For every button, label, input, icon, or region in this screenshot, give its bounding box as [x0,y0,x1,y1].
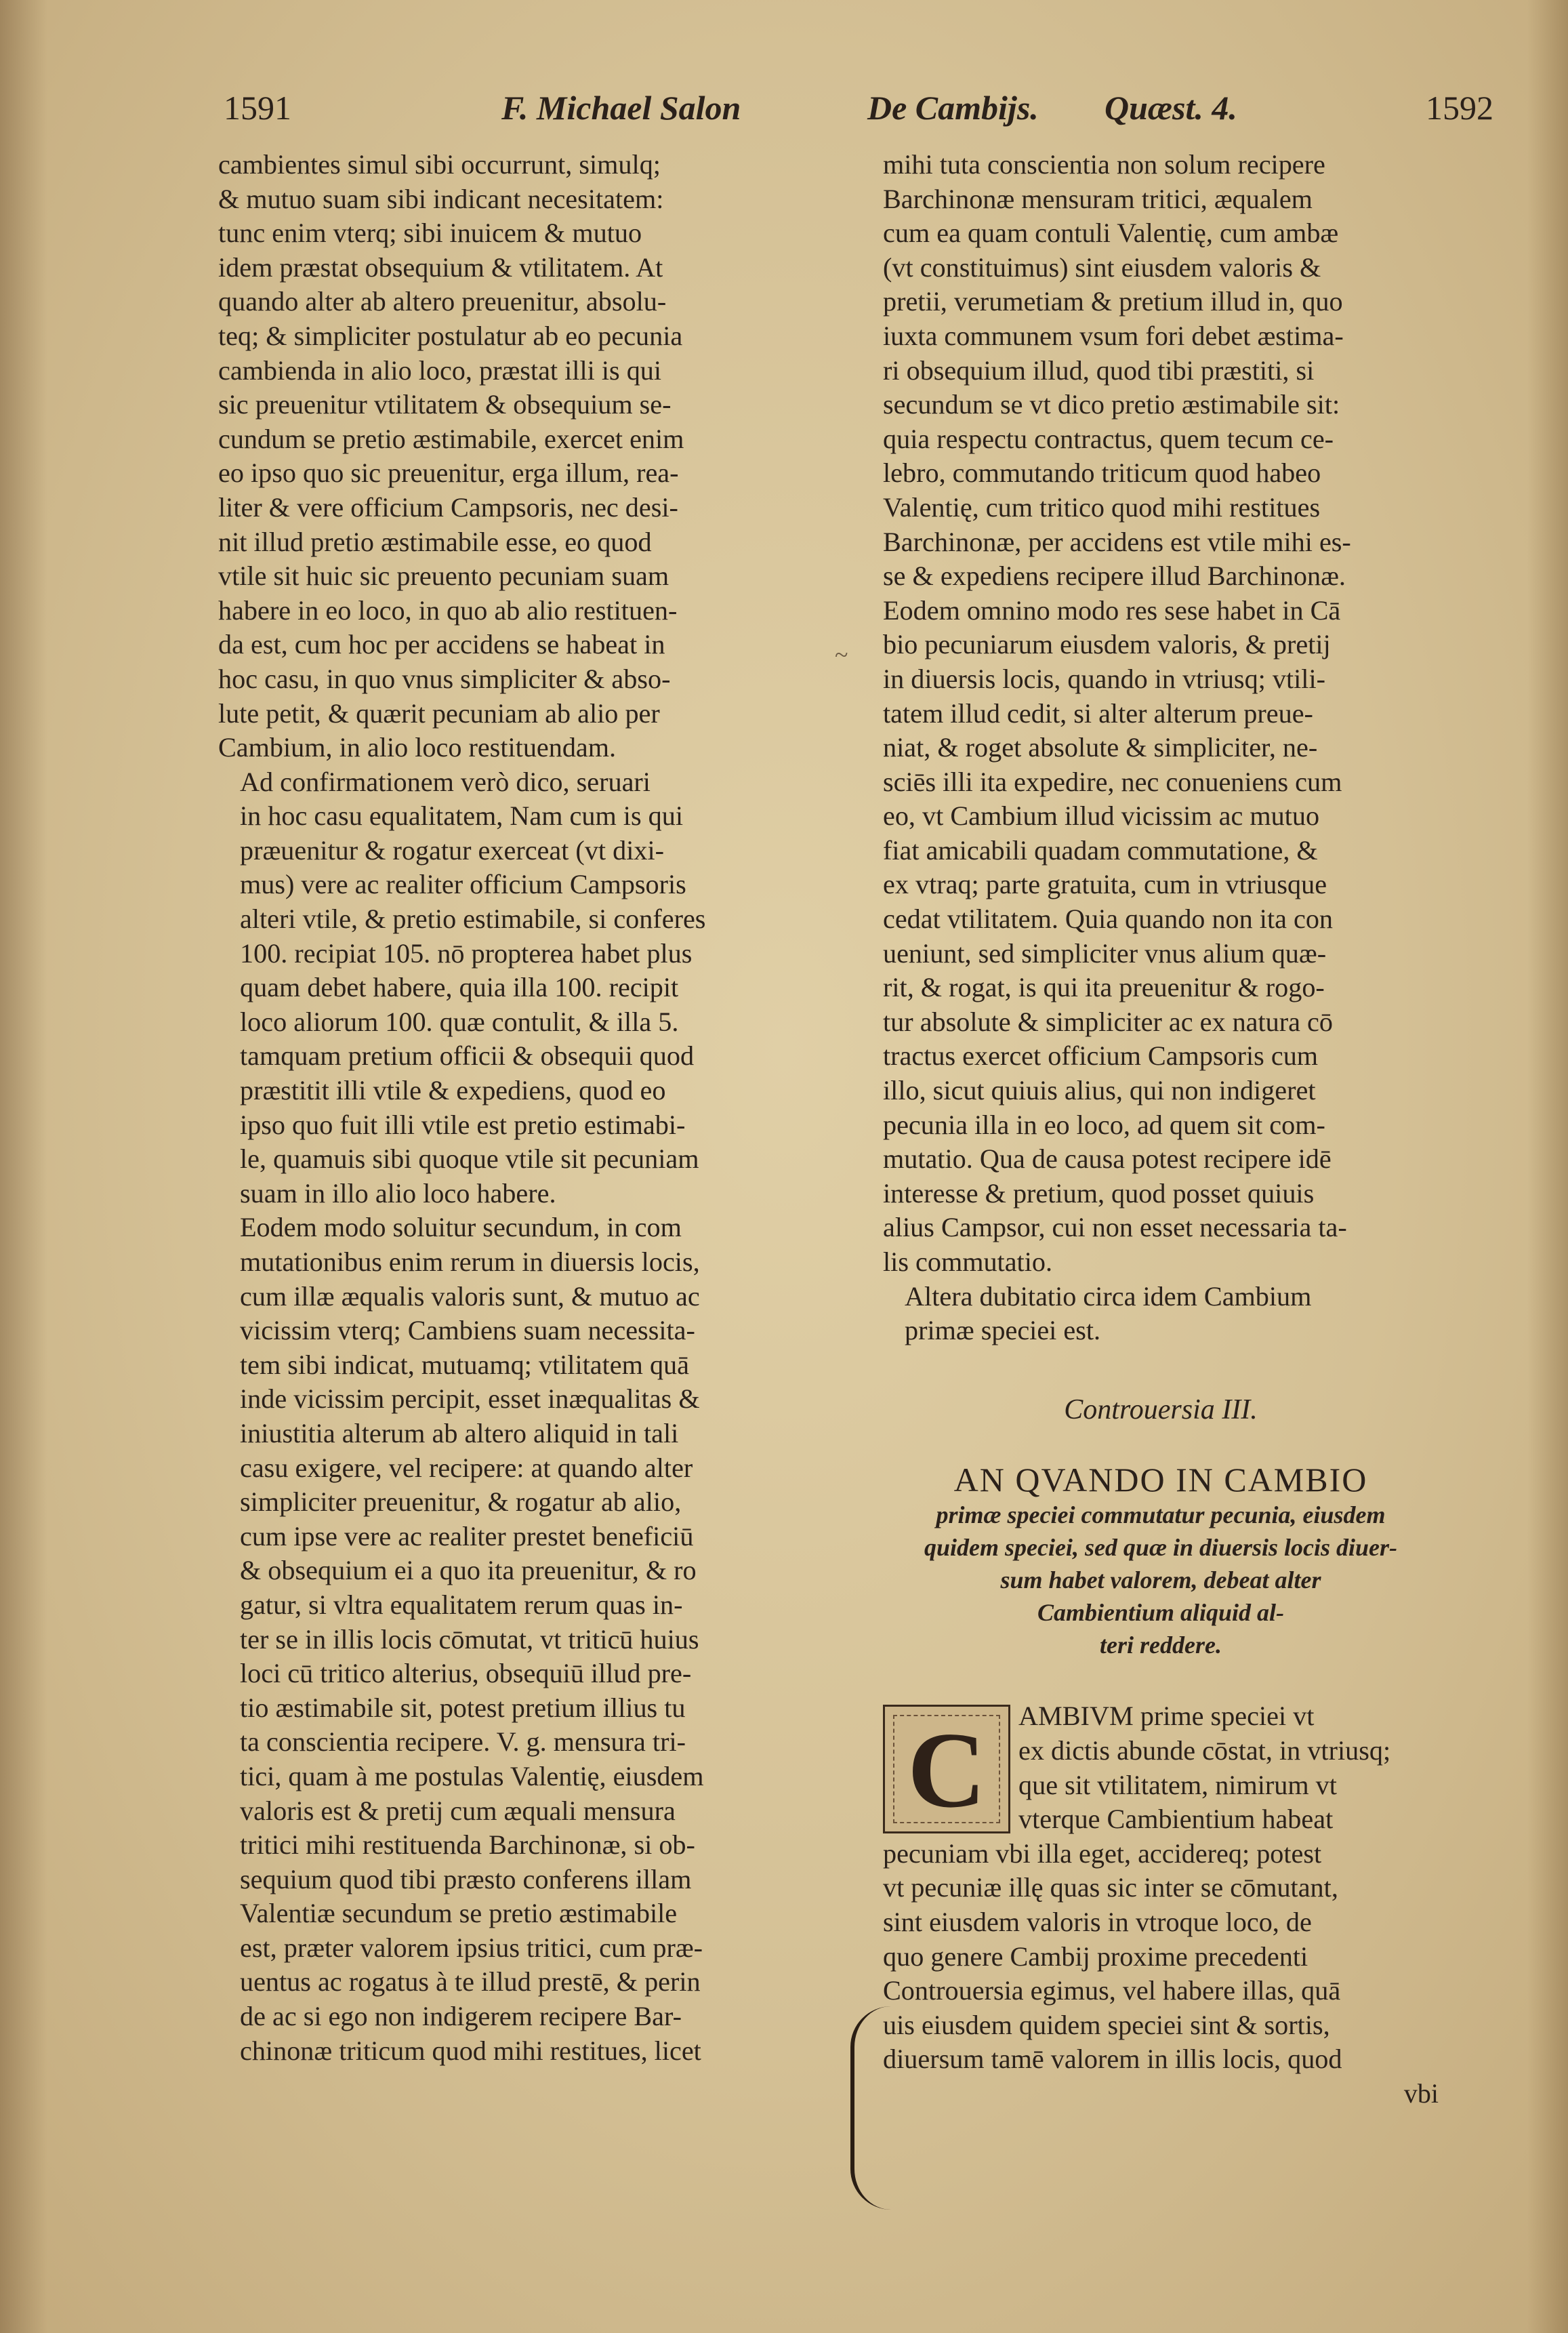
catchword: vbi [1403,2077,1439,2109]
text-line: cum illæ æqualis valoris sunt, & mutuo ac [240,1280,700,1312]
text-line: quo genere Cambij proxime precedenti [883,1941,1308,1972]
text-line: eo ipso quo sic preuenitur, erga illum, rea- [218,458,679,489]
gutter-bracket [850,2006,895,2210]
text-line: tamquam pretium officii & obsequii quod [240,1040,695,1072]
text-line: mutatio. Qua de causa potest recipere idē [883,1143,1332,1175]
text-line: uis eiusdem quidem speciei sint & sortis, [883,2009,1330,2040]
text-line: alius Campsor, cui non esset necessaria ta- [883,1212,1347,1243]
text-line: liter & vere officium Campsoris, nec desi- [218,491,678,523]
running-head-work: De Cambijs. [867,89,1039,127]
text-line: uentus ac rogatus à te illud prestē, & perin [240,1966,701,1997]
text-line: quidem speciei, sed quæ in diuersis locis diuer- [924,1534,1397,1562]
text-line: ueniunt, sed simpliciter vnus alium quæ- [883,937,1327,969]
text-line: Valentię, cum tritico quod mihi restitues [883,491,1321,523]
text-line: in diuersis locis, quando in vtriusq; vtili- [883,663,1326,694]
right-column [883,148,1439,2111]
text-line: tio æstimabile sit, potest pretium illius tu [240,1692,686,1723]
paragraph [218,765,875,1211]
text-line: tur absolute & simpliciter ac ex natura cō [883,1006,1333,1037]
text-line: cambientes simul sibi occurrunt, simulq; [218,149,661,180]
paragraph [218,148,875,765]
decorated-initial [883,1705,1010,1833]
text-line: secundum se vt dico pretio æstimabile sit: [883,389,1340,420]
text-line: ex dictis abunde cōstat, in vtriusq; [1018,1734,1391,1766]
paragraph [218,1211,875,2068]
text-line: habere in eo loco, in quo ab alio restituen- [218,594,678,626]
text-line: Controuersia egimus, vel habere illas, quā [883,1975,1341,2006]
text-line: fiat amicabili quadam commutatione, & [883,834,1318,866]
left-column [218,148,875,2068]
text-line: cundum se pretio æstimabile, exercet enim [218,423,684,454]
text-line: Eodem modo soluitur secundum, in com [240,1212,682,1243]
text-line: ter se in illis locis cōmutat, vt triticū huius [240,1623,699,1655]
text-line: niat, & roget absolute & simpliciter, ne- [883,732,1318,763]
paragraph [883,148,1439,1280]
gutter-shadow [0,0,47,2333]
text-line: idem præstat obsequium & vtilitatem. At [218,251,663,283]
text-line: de ac si ego non indigerem recipere Bar- [240,2001,682,2032]
text-line: cedat vtilitatem. Quia quando non ita con [883,904,1334,935]
text-line: mihi tuta conscientia non solum recipere [883,149,1325,180]
text-line: primæ speciei commutatur pecunia, eiusdem [936,1501,1386,1529]
text-line: chinonæ triticum quod mihi restitues, licet [240,2035,701,2066]
text-line: teri reddere. [1100,1631,1222,1659]
running-head [224,88,1493,136]
text-line: se & expediens recipere illud Barchinonæ. [883,561,1346,592]
text-line: mus) vere ac realiter officium Campsoris [240,869,686,900]
paragraph [883,1837,1439,2077]
text-line: Altera dubitatio circa idem Cambium [905,1280,1312,1312]
text-line: que sit vtilitatem, nimirum vt [1018,1769,1337,1800]
paragraph [883,1280,1439,1348]
text-line: vterque Cambientium habeat [1018,1804,1334,1835]
text-line: tatem illud cedit, si alter alterum preue- [883,697,1313,729]
section-title-caps: AN QVANDO IN CAMBIO [953,1461,1368,1499]
initial-block [883,1699,1439,1836]
text-line: iniustitia alterum ab altero aliquid in tali [240,1417,679,1448]
page-number-right: 1592 [1426,89,1493,127]
text-line: eo, vt Cambium illud vicissim ac mutuo [883,800,1320,832]
text-line: iuxta communem vsum fori debet æstima- [883,320,1344,351]
text-line: casu exigere, vel recipere: at quando alter [240,1452,693,1483]
text-line: quando alter ab altero preuenitur, absolu- [218,286,667,317]
text-line: rit, & rogat, is qui ita preuenitur & rogo- [883,972,1325,1003]
text-line: sum habet valorem, debeat alter [1000,1566,1321,1594]
text-line: vt pecuniæ illę quas sic inter se cōmutant, [883,1872,1338,1903]
text-line: pecuniam vbi illa eget, accidereq; potest [883,1838,1322,1869]
text-line: interesse & pretium, quod posset quiuis [883,1177,1315,1209]
controversy-heading: Controuersia III. [1064,1394,1258,1425]
text-line: lute petit, & quærit pecuniam ab alio per [218,697,660,729]
text-line: ex vtraq; parte gratuita, cum in vtriusque [883,869,1327,900]
text-line: gatur, si vltra equalitatem rerum quas in- [240,1589,683,1620]
text-line: tici, quam à me postulas Valentię, eiusdem [240,1760,704,1791]
margin-mark: ~ [835,641,848,668]
text-line: est, præter valorem ipsius tritici, cum præ- [240,1932,703,1963]
text-line: Valentiæ secundum se pretio æstimabile [240,1898,678,1929]
text-line: Ad confirmationem verò dico, seruari [240,766,651,797]
text-line: mutationibus enim rerum in diuersis locis, [240,1246,700,1277]
text-line: lis commutatio. [883,1246,1053,1277]
text-line: sequium quod tibi præsto conferens illam [240,1863,692,1894]
text-line: Cambientium aliquid al- [1037,1599,1285,1627]
text-line: vicissim vterq; Cambiens suam necessita- [240,1315,695,1346]
text-line: AMBIVM prime speciei vt [1018,1701,1315,1732]
text-line: da est, cum hoc per accidens se habeat in [218,629,665,660]
text-line: quia respectu contractus, quem tecum ce- [883,423,1334,454]
text-line: ipso quo fuit illi vtile est pretio estimabi- [240,1109,686,1140]
text-line: tritici mihi restituenda Barchinonæ, si ob- [240,1829,695,1861]
text-line: lebro, commutando triticum quod habeo [883,458,1321,489]
text-line: valoris est & pretij cum æquali mensura [240,1795,676,1826]
section-title-italic [883,1499,1439,1661]
text-line: ri obsequium illud, quod tibi præstiti, si [883,354,1315,386]
text-line: nit illud pretio æstimabile esse, eo quod [218,526,652,557]
text-line: pecunia illa in eo loco, ad quem sit com- [883,1109,1325,1140]
text-line: simpliciter preuenitur, & rogatur ab alio, [240,1486,682,1518]
text-line: bio pecuniarum eiusdem valoris, & pretij [883,629,1331,660]
text-line: suam in illo alio loco habere. [240,1177,556,1209]
text-line: alteri vtile, & pretio estimabile, si conferes [240,904,706,935]
text-line: illo, sicut quiuis alius, qui non indigeret [883,1075,1316,1106]
text-line: tractus exercet officium Campsoris cum [883,1040,1319,1072]
text-line: teq; & simpliciter postulatur ab eo pecunia [218,320,683,351]
text-line: & mutuo suam sibi indicant necesitatem: [218,183,664,214]
text-line: (vt constituimus) sint eiusdem valoris & [883,251,1321,283]
text-line: tunc enim vterq; sibi inuicem & mutuo [218,218,642,249]
text-line: loci cū tritico alterius, obsequiū illud pre- [240,1658,692,1689]
text-line: loco aliorum 100. quæ contulit, & illa 5. [240,1006,679,1037]
text-line: Cambium, in alio loco restituendam. [218,732,617,763]
text-line: sic preuenitur vtilitatem & obsequium se- [218,389,672,420]
text-line: cum ipse vere ac realiter prestet beneficiū [240,1520,694,1551]
text-line: inde vicissim percipit, esset inæqualitas & [240,1383,700,1415]
text-line: ta conscientia recipere. V. g. mensura tri- [240,1726,686,1758]
text-line: 100. recipiat 105. nō propterea habet plus [240,937,693,969]
text-line: sciēs illi ita expedire, nec conueniens cum [883,766,1342,797]
text-line: diuersum tamē valorem in illis locis, quod [883,2044,1342,2075]
text-line: Barchinonæ mensuram tritici, æqualem [883,183,1313,214]
text-line: le, quamuis sibi quoque vtile sit pecuniam [240,1143,699,1175]
page-edge-shadow [1527,0,1568,2333]
text-line: hoc casu, in quo vnus simpliciter & abso- [218,663,671,694]
text-line: Eodem omnino modo res sese habet in Cā [883,594,1341,626]
running-head-author: F. Michael Salon [501,89,741,127]
page-number-left: 1591 [224,89,291,127]
text-line: præstitit illi vtile & expediens, quod eo [240,1075,666,1106]
text-line: vtile sit huic sic preuento pecuniam suam [218,561,669,592]
running-head-question: Quæst. 4. [1105,89,1237,127]
text-line: cambienda in alio loco, præstat illi is qui [218,354,662,386]
initial-letter: C [907,1709,986,1831]
text-line: sint eiusdem valoris in vtroque loco, de [883,1906,1312,1937]
text-line: cum ea quam contuli Valentię, cum ambæ [883,218,1339,249]
text-line: Barchinonæ, per accidens est vtile mihi es- [883,526,1351,557]
text-line: pretii, verumetiam & pretium illud in, quo [883,286,1343,317]
text-line: in hoc casu equalitatem, Nam cum is qui [240,800,683,832]
text-line: quam debet habere, quia illa 100. recipit [240,972,679,1003]
text-line: præuenitur & rogatur exerceat (vt dixi- [240,834,665,866]
text-line: tem sibi indicat, mutuamq; vtilitatem quā [240,1349,689,1380]
text-line: primæ speciei est. [905,1315,1101,1346]
text-line: & obsequium ei a quo ita preuenitur, & ro [240,1555,697,1586]
